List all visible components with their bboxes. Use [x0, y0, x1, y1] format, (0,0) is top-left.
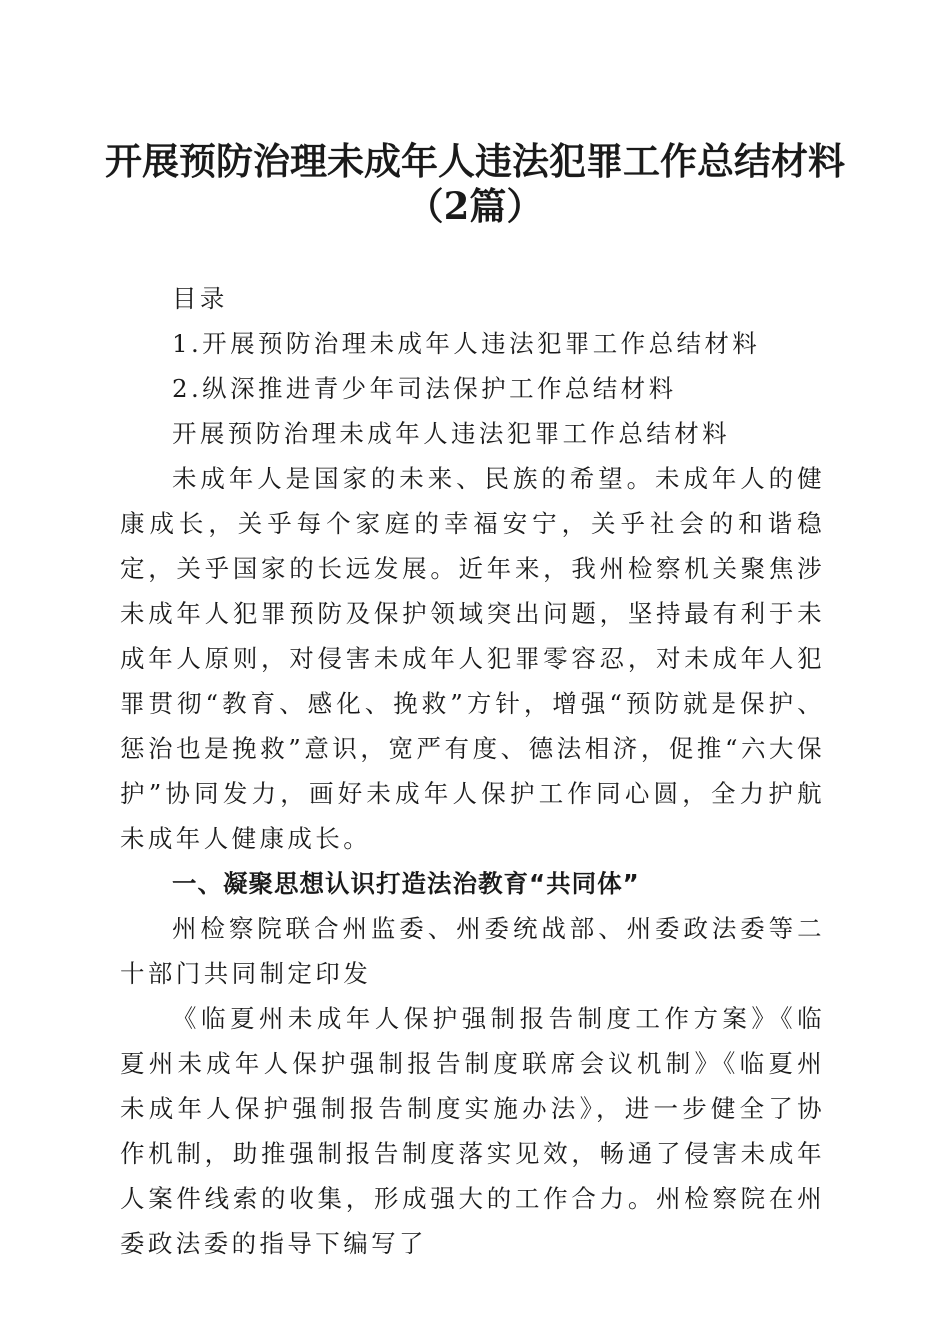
section-heading: 一、凝聚思想认识打造法治教育“共同体” [172, 869, 640, 898]
body-paragraph: 州检察院联合州监委、州委统战部、州委政法委等二十部门共同制定印发 [120, 914, 825, 988]
document-title-count: （2篇） [406, 184, 544, 228]
document-body [120, 276, 825, 1266]
toc-label: 目录 [172, 284, 228, 313]
article-title: 开展预防治理未成年人违法犯罪工作总结材料 [172, 419, 730, 448]
body-paragraph: 《临夏州未成年人保护强制报告制度工作方案》《临夏州未成年人保护强制报告制度联席会议机制》《临夏州未成年人保护强制报告制度实施办法》，进一步健全了协作机制，助推强制报告制度落实见效，畅通了侵害未成年人案件线索的收集，形成强大的工作合力。州检察院在州委政法委的指导下编写了 [120, 1004, 825, 1258]
toc-item-2: 2.纵深推进青少年司法保护工作总结材料 [172, 374, 677, 403]
toc-item-1: 1.开展预防治理未成年人违法犯罪工作总结材料 [172, 329, 761, 358]
intro-paragraph: 未成年人是国家的未来、民族的希望。未成年人的健康成长，关乎每个家庭的幸福安宁，关乎社会的和谐稳定，关乎国家的长远发展。近年来，我州检察机关聚焦涉未成年人犯罪预防及保护领域突出问题，坚持最有利于未成年人原则，对侵害未成年人犯罪零容忍，对未成年人犯罪贯彻“教育、感化、挽救”方针，增强“预防就是保护、惩治也是挽救”意识，宽严有度、德法相济，促推“六大保护”协同发力，画好未成年人保护工作同心圆，全力护航未成年人健康成长。 [120, 464, 825, 853]
document-title: 开展预防治理未成年人违法犯罪工作总结材料 [105, 139, 845, 183]
